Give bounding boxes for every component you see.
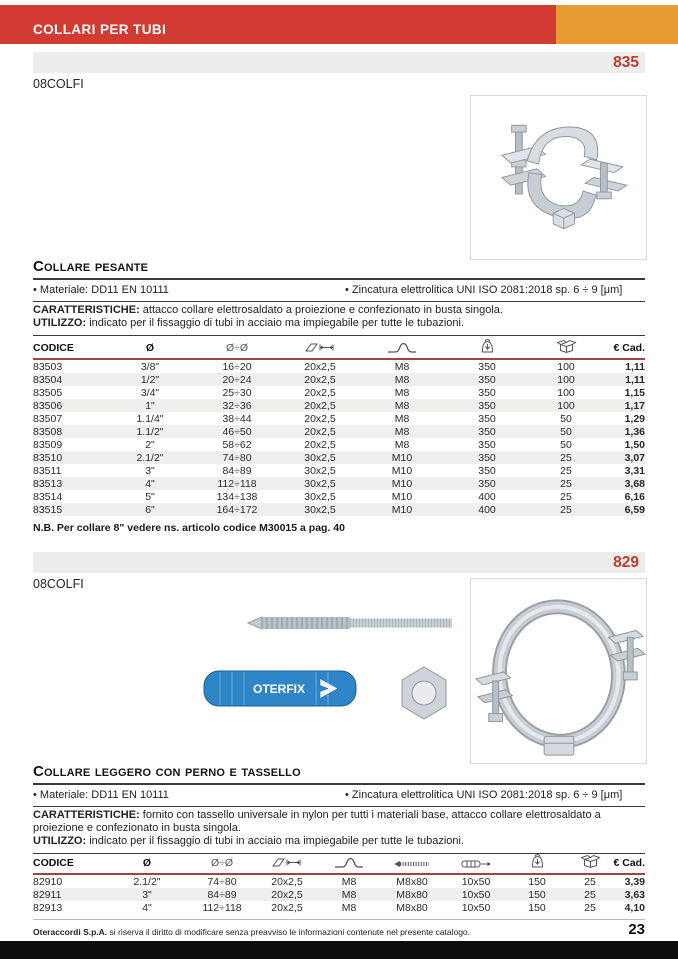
table-cell: 20x2,5 [304, 373, 336, 386]
description-block [33, 304, 645, 336]
description-block [33, 809, 645, 854]
table-cell: 10x50 [461, 901, 491, 914]
section-title-collare-pesante: Collare pesante [33, 258, 645, 280]
table-cell: 400 [478, 490, 496, 503]
caratteristiche-line: CARATTERISTICHE: fornito con tassello universale in nylon per tutti i materiali base, attacco collare elettrosaldato a proiezione e confezionato in busta singola. [33, 809, 601, 834]
page-number: 23 [628, 921, 645, 938]
table-cell: 30x2,5 [304, 451, 336, 464]
table-cell: 16÷20 [222, 360, 252, 373]
zincatura-spec: • Zincatura elettrolitica UNI ISO 2081:2018 sp. 6 ÷ 9 [μm] [345, 284, 623, 296]
table-cell: M8 [394, 373, 410, 386]
table-cell: 25 [560, 490, 572, 503]
light-collar-illustration [471, 580, 646, 762]
table-cell: 32÷36 [222, 399, 252, 412]
ref-bar-835 [33, 52, 645, 73]
table-cell: 3,31 [624, 464, 645, 477]
table-cell: 3,63 [624, 888, 645, 901]
col-price: € Cad. [599, 337, 645, 359]
table-cell: 20x2,5 [304, 438, 336, 451]
table-cell: 350 [478, 451, 496, 464]
col-diameter: Ø [103, 337, 197, 359]
table-row [33, 477, 645, 490]
table-cell: 1/2" [140, 373, 160, 386]
arch-profile-icon [325, 852, 373, 874]
fixing-kit-illustration [198, 593, 470, 735]
table-cell: M10 [391, 503, 413, 516]
table-cell: 350 [478, 464, 496, 477]
band-section-icon [277, 337, 363, 359]
table-cell: 3" [142, 888, 152, 901]
product-family-code: 08COLFI [33, 577, 84, 591]
table-cell: 20x2,5 [304, 360, 336, 373]
table-cell: 350 [478, 386, 496, 399]
product-table-829 [33, 852, 645, 914]
table-cell: 84÷89 [222, 464, 252, 477]
table-cell: 400 [478, 503, 496, 516]
table-cell: 25 [560, 503, 572, 516]
table-cell: 1.1/2" [136, 425, 164, 438]
table-cell: 1,36 [624, 425, 645, 438]
table-cell: 83515 [33, 503, 63, 516]
table-row [33, 412, 645, 425]
table-row [33, 464, 645, 477]
table-cell: 350 [478, 399, 496, 412]
table-cell: 30x2,5 [304, 503, 336, 516]
table-cell: 30x2,5 [304, 464, 336, 477]
table-cell: M8x80 [396, 901, 428, 914]
table-cell: 82911 [33, 888, 62, 901]
plug-brand-label: OTERFIX [252, 682, 306, 696]
materiale-spec: • Materiale: DD11 EN 10111 [33, 789, 169, 801]
table-cell: M10 [391, 451, 413, 464]
table-cell: 1,17 [624, 399, 645, 412]
table-body [33, 359, 645, 516]
table-header-row [33, 337, 645, 359]
product-table-835 [33, 337, 645, 516]
table-cell: 83503 [33, 360, 63, 373]
table-cell: 20x2,5 [271, 888, 303, 901]
hanger-bolt-icon [373, 852, 451, 874]
table-cell: 100 [557, 399, 575, 412]
table-cell: 20x2,5 [271, 875, 303, 888]
table-cell: 83510 [33, 451, 63, 464]
table-cell: 3,07 [624, 451, 645, 464]
table-cell: 50 [560, 438, 572, 451]
table-cell: 25÷30 [222, 386, 252, 399]
table-cell: M8 [394, 399, 410, 412]
table-cell: 4,10 [624, 901, 645, 914]
package-box-icon [533, 337, 599, 359]
table-cell: 100 [557, 360, 575, 373]
page-title: COLLARI PER TUBI [33, 22, 167, 37]
load-capacity-icon [501, 852, 573, 874]
table-cell: 2.1/2" [133, 875, 161, 888]
table-cell: 83513 [33, 477, 63, 490]
table-row [33, 359, 645, 373]
table-row [33, 451, 645, 464]
col-codice: CODICE [33, 337, 103, 359]
col-diameter-range: Ø÷Ø [195, 852, 249, 874]
table-cell: 82913 [33, 901, 63, 914]
table-note: N.B. Per collare 8" vedere ns. articolo codice M30015 a pag. 40 [33, 522, 345, 534]
table-cell: 25 [560, 464, 572, 477]
table-cell: 350 [478, 373, 496, 386]
table-row [33, 386, 645, 399]
table-cell: 50 [560, 425, 572, 438]
ref-number: 829 [613, 554, 639, 571]
table-cell: M8 [394, 360, 410, 373]
table-header-row [33, 852, 645, 874]
table-cell: 20x2,5 [271, 901, 303, 914]
table-cell: M8 [394, 438, 410, 451]
table-cell: 5" [145, 490, 155, 503]
band-section-icon [249, 852, 325, 874]
table-cell: 350 [478, 360, 496, 373]
table-cell: 20x2,5 [304, 425, 336, 438]
table-row [33, 425, 645, 438]
table-cell: 112÷118 [217, 477, 257, 490]
table-cell: 30x2,5 [304, 490, 336, 503]
table-cell: 100 [557, 373, 575, 386]
table-cell: 164÷172 [216, 503, 258, 516]
table-cell: 25 [560, 477, 572, 490]
col-diameter-range: Ø÷Ø [197, 337, 277, 359]
footer-divider [33, 919, 645, 920]
table-cell: 112÷118 [202, 901, 242, 914]
table-cell: 1" [145, 399, 155, 412]
table-cell: 25 [584, 888, 596, 901]
table-cell: 150 [528, 875, 546, 888]
table-row [33, 503, 645, 516]
table-cell: 100 [557, 386, 575, 399]
header-orange-tab [556, 5, 678, 44]
table-cell: 3,68 [624, 477, 645, 490]
table-cell: 1,15 [624, 386, 645, 399]
table-cell: 4" [145, 477, 155, 490]
table-cell: 83505 [33, 386, 63, 399]
table-cell: 25 [560, 451, 572, 464]
table-cell: M8 [394, 412, 410, 425]
table-cell: 150 [528, 901, 546, 914]
arch-profile-icon [363, 337, 441, 359]
table-cell: 2" [145, 438, 155, 451]
table-row [33, 438, 645, 451]
table-cell: 1,50 [624, 438, 645, 451]
table-cell: 20x2,5 [304, 399, 336, 412]
utilizzo-line: UTILIZZO: indicato per il fissaggio di tubi in acciaio ma impiegabile per tutte le tubazioni. [33, 317, 465, 329]
table-cell: 83514 [33, 490, 63, 503]
table-row [33, 888, 645, 901]
utilizzo-line: UTILIZZO: indicato per il fissaggio di tubi in acciaio ma impiegabile per tutte le tubazioni. [33, 835, 465, 847]
product-photo-fixing-kit [198, 593, 470, 735]
product-photo-heavy-collar [470, 95, 647, 260]
table-cell: 3,39 [624, 875, 645, 888]
table-cell: 134÷138 [216, 490, 258, 503]
table-cell: 83504 [33, 373, 63, 386]
table-cell: M10 [391, 490, 413, 503]
table-cell: 30x2,5 [304, 477, 336, 490]
table-row [33, 490, 645, 503]
table-cell: 25 [584, 901, 596, 914]
section-title-collare-leggero: Collare leggero con perno e tassello [33, 763, 645, 785]
table-cell: M8 [341, 875, 357, 888]
table-cell: 20x2,5 [304, 412, 336, 425]
table-cell: 6" [145, 503, 155, 516]
table-cell: 150 [528, 888, 546, 901]
table-cell: 20x2,5 [304, 386, 336, 399]
footer-note: Oteraccordi S.p.A. si riserva il diritto di modificare senza preavviso le informazioni contenute nel presente catalogo. [33, 927, 471, 937]
spec-row [33, 284, 645, 302]
table-cell: 82910 [33, 875, 63, 888]
table-cell: M8 [341, 901, 357, 914]
table-cell: 350 [478, 425, 496, 438]
col-codice: CODICE [33, 852, 99, 874]
zincatura-spec: • Zincatura elettrolitica UNI ISO 2081:2018 sp. 6 ÷ 9 [μm] [345, 789, 623, 801]
table-cell: 10x50 [461, 888, 491, 901]
heavy-collar-illustration [484, 105, 634, 250]
table-cell: 84÷89 [207, 888, 237, 901]
table-cell: 20÷24 [222, 373, 252, 386]
table-cell: 83508 [33, 425, 63, 438]
table-cell: 25 [584, 875, 596, 888]
table-cell: 50 [560, 412, 572, 425]
table-cell: 6,59 [624, 503, 645, 516]
table-cell: 83506 [33, 399, 63, 412]
bottom-black-bar [0, 941, 678, 959]
spec-row [33, 789, 645, 807]
table-cell: 4" [142, 901, 152, 914]
table-cell: 350 [478, 477, 496, 490]
table-row [33, 373, 645, 386]
materiale-spec: • Materiale: DD11 EN 10111 [33, 284, 169, 296]
caratteristiche-line: CARATTERISTICHE: attacco collare elettrosaldato a proiezione e confezionato in busta singola. [33, 304, 503, 316]
table-cell: 74÷80 [207, 875, 237, 888]
product-family-code: 08COLFI [33, 77, 84, 91]
table-cell: M8 [341, 888, 357, 901]
table-cell: 1,29 [624, 412, 645, 425]
table-cell: 1,11 [625, 360, 645, 373]
table-cell: 83509 [33, 438, 63, 451]
table-cell: 2.1/2" [136, 451, 164, 464]
package-box-icon [573, 852, 607, 874]
col-diameter: Ø [99, 852, 195, 874]
table-body [33, 874, 645, 914]
table-row [33, 901, 645, 914]
table-cell: 3" [145, 464, 155, 477]
table-cell: M8x80 [396, 888, 428, 901]
load-capacity-icon [441, 337, 533, 359]
table-cell: M10 [391, 464, 413, 477]
table-cell: 58÷62 [222, 438, 252, 451]
table-cell: 74÷80 [222, 451, 252, 464]
table-cell: 6,16 [624, 490, 645, 503]
col-price: € Cad. [607, 852, 645, 874]
table-cell: 10x50 [461, 875, 491, 888]
table-cell: 1,11 [625, 373, 645, 386]
table-cell: 350 [478, 412, 496, 425]
ref-number: 835 [613, 54, 639, 71]
table-cell: 83507 [33, 412, 63, 425]
table-cell: M10 [391, 477, 413, 490]
wall-plug-icon [451, 852, 501, 874]
table-cell: M8 [394, 425, 410, 438]
header-red-bar [0, 5, 556, 44]
table-cell: 3/8" [140, 360, 160, 373]
table-cell: M8x80 [396, 875, 428, 888]
table-row [33, 874, 645, 888]
ref-bar-829 [33, 552, 645, 573]
table-cell: 83511 [33, 464, 62, 477]
table-cell: 3/4" [140, 386, 160, 399]
product-photo-light-collar [470, 578, 647, 764]
table-cell: 350 [478, 438, 496, 451]
table-cell: 46÷50 [222, 425, 252, 438]
table-cell: 38÷44 [222, 412, 252, 425]
table-cell: 1.1/4" [136, 412, 164, 425]
table-cell: M8 [394, 386, 410, 399]
table-row [33, 399, 645, 412]
